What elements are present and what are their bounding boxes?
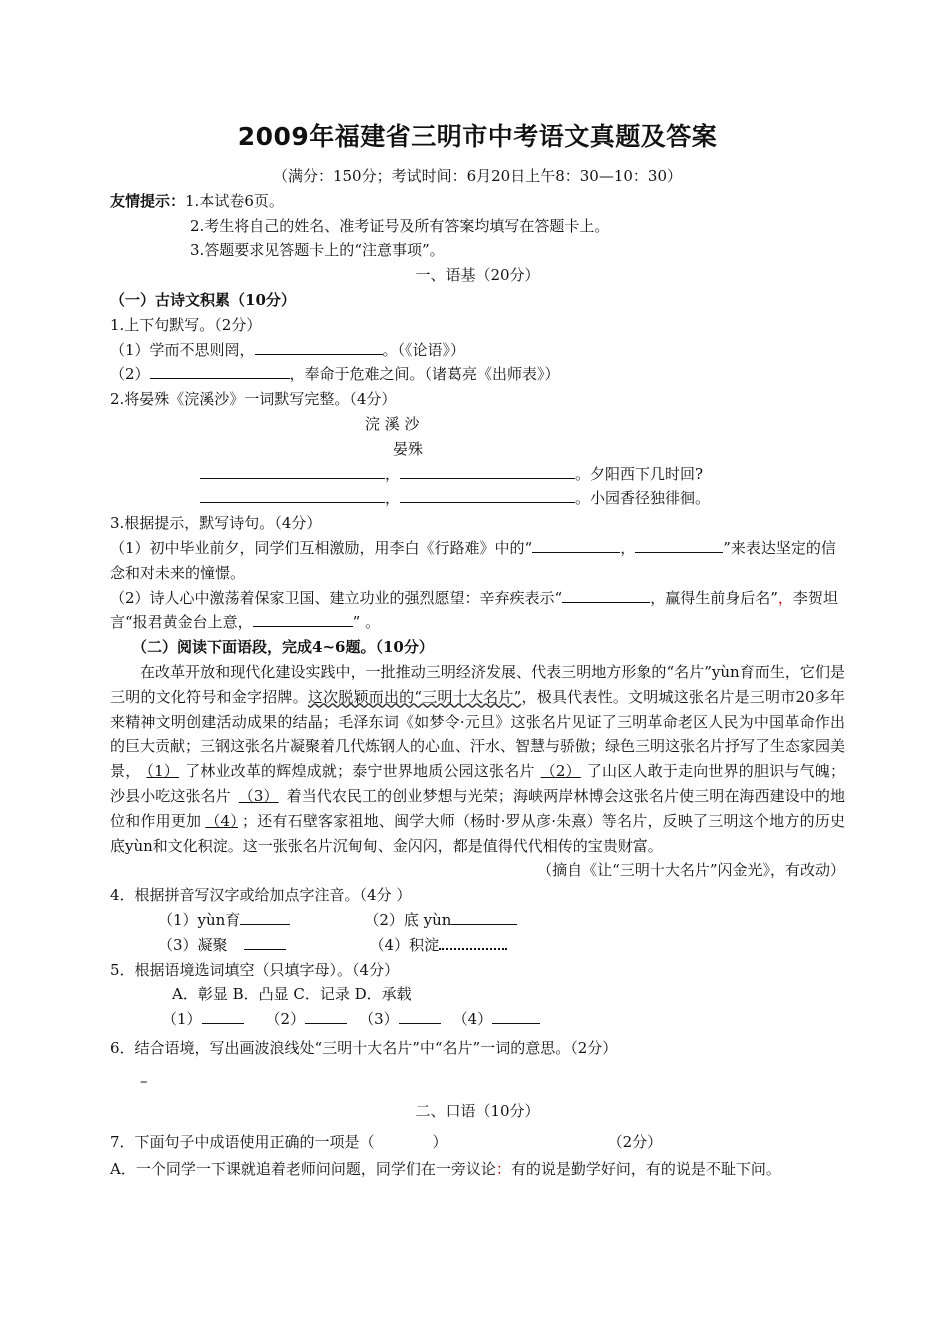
answer-blank[interactable] [399, 1007, 441, 1024]
answer-blank[interactable] [492, 1007, 540, 1024]
passage-text: ，极具代表性。文明城这张名片是三明市20多年来精神文明创建活动成果的结晶；毛泽东词《如梦令·元旦》这张名片见证了三明革命老区人民为中国革命作出的巨大贡献；三钢这张名片凝聚着几代炼钢人的心血、汗水、智慧与骄傲；绿色三明这张名片抒写了生态家园美景， [110, 687, 846, 781]
item-text: 。小园香径独徘徊。 [575, 489, 711, 508]
exam-subtitle: （满分：150分；考试时间：6月20日上午8：30—10：30） [272, 167, 683, 185]
item-text: （1）学而不思则罔， [110, 340, 255, 359]
wavy-underlined-text: 这次脱颖而出的“三明十大名片” [307, 687, 522, 706]
page-title: 2009年福建省三明市中考语文真题及答案 [237, 122, 718, 151]
passage-blank: （1） [146, 762, 180, 781]
item-text: ， [777, 588, 793, 607]
item-text: （2分） [607, 1133, 663, 1152]
question-item [110, 338, 845, 363]
question-item [110, 586, 845, 636]
item-text: （1）初中毕业前夕，同学们互相激励，用李白《行路难》中的“ [110, 538, 533, 557]
answer-blank[interactable] [305, 1007, 347, 1024]
answer-dash: – [140, 1071, 148, 1090]
item-text: 。（《论语》） [382, 340, 466, 359]
section-heading: 二、口语（10分） [415, 1102, 540, 1121]
question-item [110, 362, 845, 387]
question-item [110, 908, 845, 933]
exam-page [110, 120, 845, 1182]
poem-line [110, 462, 845, 487]
poem-author: 晏殊 [393, 439, 424, 458]
tip-item: 1.本试卷6页。 [185, 191, 284, 210]
question-stem: 1.上下句默写。（2分） [110, 315, 262, 334]
item-text: 7．下面句子中成语使用正确的一项是（ [110, 1133, 375, 1152]
answer-blank[interactable] [400, 486, 575, 503]
answer-blank[interactable] [150, 362, 290, 379]
tip-item: 2.考生将自己的姓名、准考证号及所有答案均填写在答题卡上。 [190, 216, 610, 235]
word-options: A．彰显 B．凸显 C．记录 D．承载 [172, 985, 412, 1004]
answer-blank[interactable] [253, 610, 353, 627]
poem-title: 浣 溪 沙 [365, 414, 420, 433]
item-text: ， [620, 538, 636, 557]
passage-blank: （4） [205, 811, 238, 830]
answer-blank[interactable] [635, 536, 723, 553]
item-text: ，奉命于危难之间。（诸葛亮《出师表》） [289, 365, 560, 384]
answer-blank[interactable] [200, 486, 385, 503]
question-stem [110, 1130, 845, 1155]
item-text: 。夕阳西下几时回? [575, 464, 704, 483]
answer-blank[interactable] [200, 462, 385, 479]
item-text: （3） [359, 1010, 399, 1029]
passage-blank: （2） [540, 762, 581, 781]
item-text: A．一个同学一下课就追着老师问问题，同学们在一旁议论 [110, 1160, 496, 1179]
item-text: （4）积淀 [369, 935, 440, 954]
passage-text: 在改革开放和现代化建设实践中，一批推动三明经济发展、代表三明地方形象的“名片”yùn育而生，它们是三明的文化符号和金字招牌。 [110, 662, 845, 706]
question-item [110, 536, 845, 586]
item-text: ： [495, 1160, 511, 1179]
passage-blank: （3） [238, 786, 279, 805]
question-stem: 3.根据提示，默写诗句。（4分） [110, 514, 322, 533]
item-text: （2） [110, 365, 150, 384]
reading-passage [110, 660, 845, 858]
answer-blank[interactable] [400, 462, 575, 479]
answer-blank[interactable] [202, 1007, 244, 1024]
passage-text: 了山区人敢于走向世界的胆识与气魄；沙县小吃这张名片 [110, 762, 846, 805]
section-heading: 一、语基（20分） [415, 266, 540, 285]
passage-text: ；还有石壁客家祖地、闽学大师（杨时·罗从彦·朱熹）等名片，反映了三明这个地方的历史底yùn和文化积淀。这一张张名片沉甸甸、金闪闪，都是值得代代相传的宝贵财富。 [110, 811, 845, 855]
question-item [110, 1007, 845, 1032]
part-heading: （一）古诗文积累（10分） [110, 290, 296, 309]
item-text: （1）yùn育 [158, 910, 241, 929]
question-stem: 5．根据语境选词填空（只填字母）。（4分） [110, 960, 400, 979]
item-text: ） [432, 1133, 448, 1152]
item-text: ” 。 [352, 613, 381, 632]
item-text: （2）底 yùn [364, 910, 452, 929]
item-text: ”来表达坚定的信念和对未来的憧憬。 [110, 538, 836, 582]
answer-blank[interactable] [255, 338, 383, 355]
item-text: （3）凝聚 [158, 935, 228, 954]
answer-blank[interactable] [439, 934, 507, 950]
answer-blank[interactable] [244, 933, 286, 950]
tips-label: 友情提示： [110, 191, 186, 210]
item-text: ，赢得生前身后名” [650, 588, 778, 607]
answer-blank[interactable] [562, 586, 650, 603]
passage-text: 了林业改革的辉煌成就；泰宁世界地质公园这张名片 [185, 762, 535, 781]
item-text: （2） [265, 1010, 306, 1029]
question-stem: 2.将晏殊《浣溪沙》一词默写完整。（4分） [110, 390, 397, 409]
answer-blank[interactable] [451, 908, 517, 925]
item-text: （2）诗人心中激荡着保家卫国、建立功业的强烈愿望：辛弃疾表示“ [110, 588, 563, 607]
item-text: （1） [162, 1010, 202, 1029]
question-stem: 6．结合语境，写出画波浪线处“三明十大名片”中“名片”一词的意思。（2分） [110, 1038, 618, 1057]
item-text: 有的说是勤学好问，有的说是不耻下问。 [510, 1160, 781, 1179]
tip-item: 3.答题要求见答题卡上的“注意事项”。 [190, 241, 445, 260]
part-heading: （二）阅读下面语段，完成4~6题。（10分） [132, 638, 434, 657]
tips-line-1 [110, 189, 845, 214]
answer-blank[interactable] [240, 908, 290, 925]
question-stem: 4．根据拼音写汉字或给加点字注音。（4分 ） [110, 886, 412, 905]
item-text: （4） [452, 1010, 493, 1029]
poem-line [110, 486, 845, 511]
answer-blank[interactable] [532, 536, 620, 553]
question-option [110, 1157, 845, 1182]
item-text: ， [385, 464, 401, 483]
item-text: ， [385, 489, 401, 508]
passage-source: （摘自《让“三明十大名片”闪金光》，有改动） [537, 861, 845, 880]
passage-text: 着当代农民工的创业梦想与光荣；海峡两岸林博会这张名片使三明在海西建设中的地位和作用更加 [110, 786, 845, 830]
question-item [110, 933, 845, 958]
item-text: 李贺坦言“报君黄金台上意， [110, 588, 838, 632]
